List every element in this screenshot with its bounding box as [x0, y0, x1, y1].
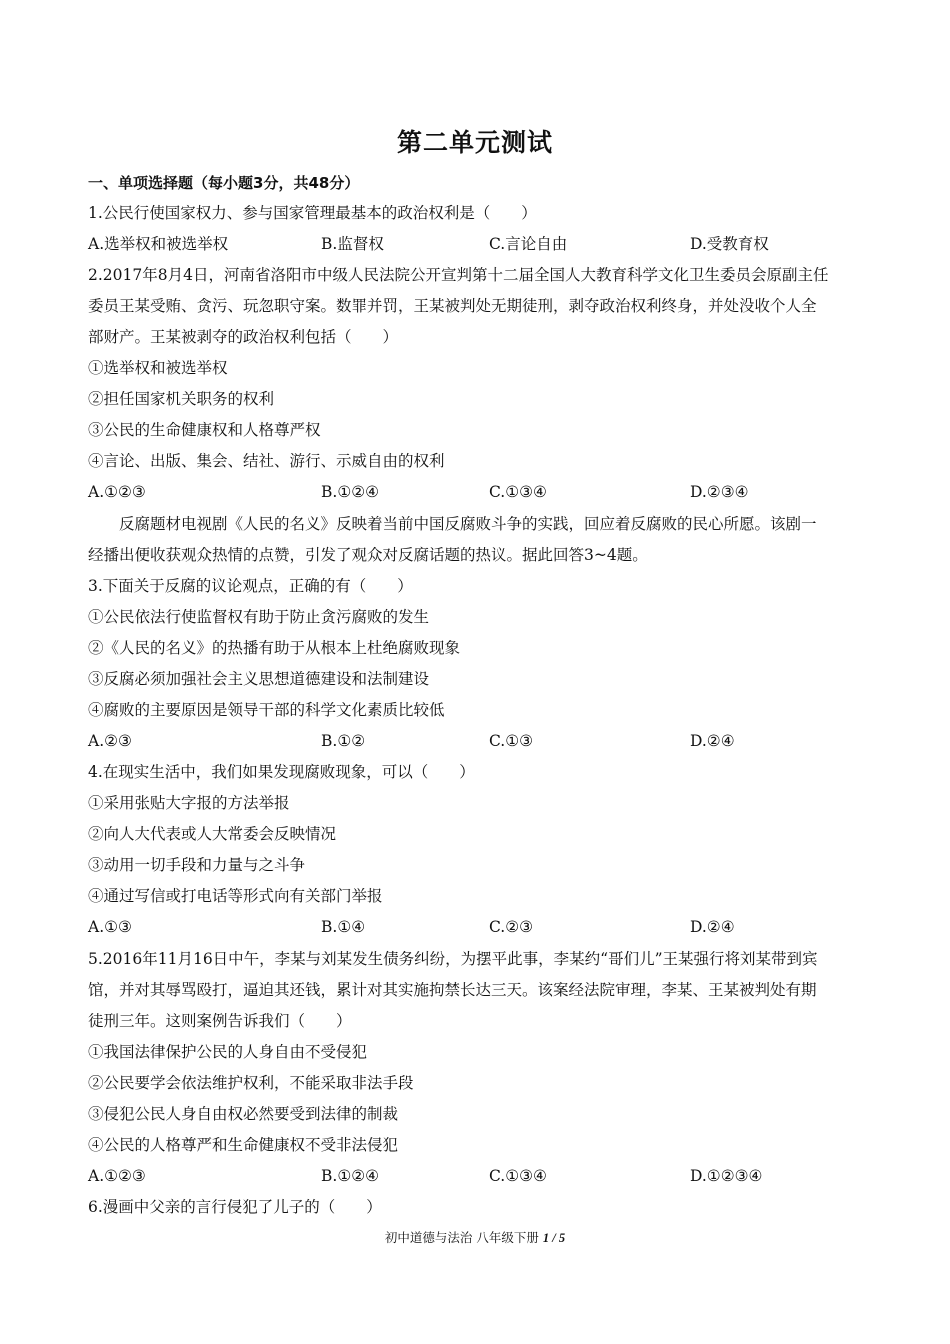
q5-option-d: D.①②③④ — [690, 1167, 763, 1185]
q5-stem-line-2: 馆，并对其辱骂殴打，逼迫其还钱，累计对其实施拘禁长达三天。该案经法院审理，李某、王某被判处有期 — [88, 981, 817, 999]
q3-item-1: ①公民依法行使监督权有助于防止贪污腐败的发生 — [88, 608, 430, 626]
q1-stem: 1.公民行使国家权力、参与国家管理最基本的政治权利是（ ） — [88, 204, 537, 222]
q5-item-1: ①我国法律保护公民的人身自由不受侵犯 — [88, 1043, 368, 1061]
q3-item-4: ④腐败的主要原因是领导干部的科学文化素质比较低 — [88, 701, 445, 719]
q5-option-b: B.①②④ — [321, 1167, 380, 1185]
footer-text: 初中道德与法治 八年级下册 — [384, 1230, 539, 1245]
q3-stem: 3.下面关于反腐的议论观点，正确的有（ ） — [88, 577, 413, 595]
q2-option-c: C.①③④ — [489, 483, 547, 501]
q5-item-2: ②公民要学会依法维护权利，不能采取非法手段 — [88, 1074, 414, 1092]
q4-item-3: ③动用一切手段和力量与之斗争 — [88, 856, 306, 874]
q3-option-b: B.①② — [321, 732, 366, 750]
q5-option-c: C.①③④ — [489, 1167, 547, 1185]
q5-option-a: A.①②③ — [88, 1167, 146, 1185]
q4-item-1: ①采用张贴大字报的方法举报 — [88, 794, 290, 812]
passage-line-1: 反腐题材电视剧《人民的名义》反映着当前中国反腐败斗争的实践，回应着反腐败的民心所愿。该剧一 — [88, 515, 817, 533]
q3-item-2: ②《人民的名义》的热播有助于从根本上杜绝腐败现象 — [88, 639, 461, 657]
q4-stem: 4.在现实生活中，我们如果发现腐败现象，可以（ ） — [88, 763, 475, 781]
q2-item-1: ①选举权和被选举权 — [88, 359, 228, 377]
q2-stem-line-1: 2.2017年8月4日，河南省洛阳市中级人民法院公开宣判第十二届全国人大教育科学文化卫生委员会原副主任 — [88, 266, 829, 284]
q4-item-4: ④通过写信或打电话等形式向有关部门举报 — [88, 887, 383, 905]
q5-item-3: ③侵犯公民人身自由权必然要受到法律的制裁 — [88, 1105, 399, 1123]
q2-item-2: ②担任国家机关职务的权利 — [88, 390, 275, 408]
page-footer — [0, 1228, 950, 1246]
q3-option-a: A.②③ — [88, 732, 132, 750]
q4-option-d: D.②④ — [690, 918, 735, 936]
q3-option-d: D.②④ — [690, 732, 735, 750]
q3-item-3: ③反腐必须加强社会主义思想道德建设和法制建设 — [88, 670, 430, 688]
section-heading: 一、单项选择题（每小题3分，共48分） — [88, 174, 360, 192]
q2-item-3: ③公民的生命健康权和人格尊严权 — [88, 421, 321, 439]
page-number: 1 / 5 — [542, 1231, 566, 1245]
q1-option-c: C.言论自由 — [489, 235, 568, 253]
q2-item-4: ④言论、出版、集会、结社、游行、示威自由的权利 — [88, 452, 445, 470]
q1-option-b: B.监督权 — [321, 235, 384, 253]
q1-option-a: A.选举权和被选举权 — [88, 235, 229, 253]
q2-option-d: D.②③④ — [690, 483, 749, 501]
q4-option-b: B.①④ — [321, 918, 366, 936]
q5-item-4: ④公民的人格尊严和生命健康权不受非法侵犯 — [88, 1136, 399, 1154]
page-title: 第二单元测试 — [396, 128, 553, 157]
q2-stem-line-3: 部财产。王某被剥夺的政治权利包括（ ） — [88, 328, 399, 346]
q5-stem-line-3: 徒刑三年。这则案例告诉我们（ ） — [88, 1012, 352, 1030]
q4-option-c: C.②③ — [489, 918, 534, 936]
q4-option-a: A.①③ — [88, 918, 132, 936]
q3-option-c: C.①③ — [489, 732, 534, 750]
q4-item-2: ②向人大代表或人大常委会反映情况 — [88, 825, 337, 843]
q2-option-b: B.①②④ — [321, 483, 380, 501]
q2-option-a: A.①②③ — [88, 483, 146, 501]
q1-option-d: D.受教育权 — [690, 235, 769, 253]
passage-line-2: 经播出便收获观众热情的点赞，引发了观众对反腐话题的热议。据此回答3~4题。 — [88, 546, 648, 564]
q2-stem-line-2: 委员王某受贿、贪污、玩忽职守案。数罪并罚，王某被判处无期徒刑，剥夺政治权利终身，并处没收个人全 — [88, 297, 817, 315]
q6-stem: 6.漫画中父亲的言行侵犯了儿子的（ ） — [88, 1198, 382, 1216]
q5-stem-line-1: 5.2016年11月16日中午，李某与刘某发生债务纠纷，为摆平此事，李某约“哥们儿”王某强行将刘某带到宾 — [88, 950, 818, 968]
